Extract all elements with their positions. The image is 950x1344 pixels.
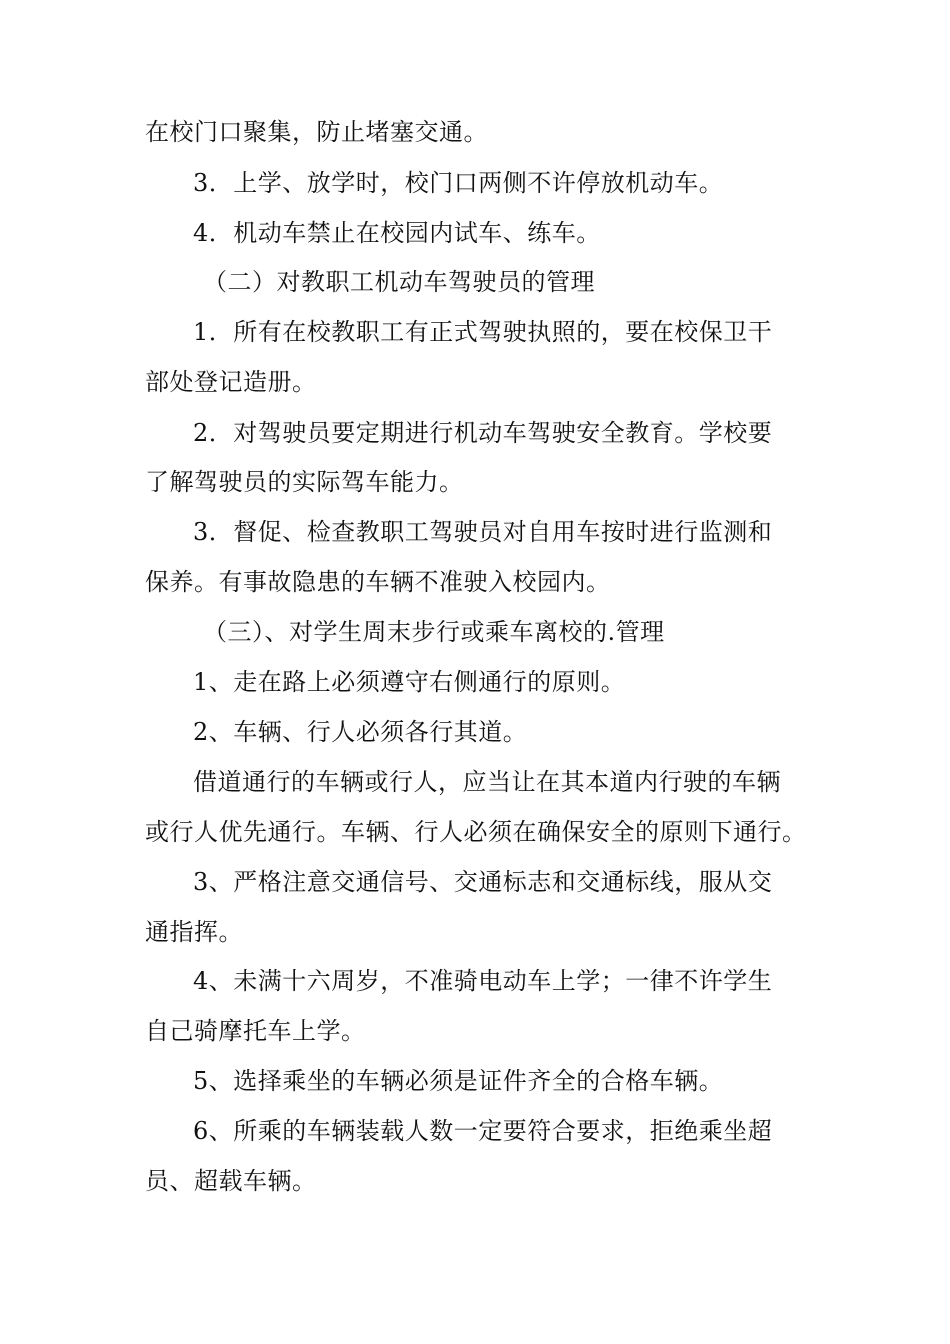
text-line: 部处登记造册。 <box>145 368 317 396</box>
section-heading: （二）对教职工机动车驾驶员的管理 <box>203 268 595 296</box>
list-item: 4、未满十六周岁，不准骑电动车上学；一律不许学生 <box>193 967 773 995</box>
text-line: 员、超载车辆。 <box>145 1167 317 1195</box>
list-item: 4．机动车禁止在校园内试车、练车。 <box>193 219 601 247</box>
list-item: 1、走在路上必须遵守右侧通行的原则。 <box>193 668 626 696</box>
text-line: 保养。有事故隐患的车辆不准驶入校园内。 <box>145 568 611 596</box>
list-item: 3．督促、检查教职工驾驶员对自用车按时进行监测和 <box>193 518 773 546</box>
list-item: 5、选择乘坐的车辆必须是证件齐全的合格车辆。 <box>193 1067 724 1095</box>
list-item: 3．上学、放学时，校门口两侧不许停放机动车。 <box>193 169 724 197</box>
text-line: 自己骑摩托车上学。 <box>145 1017 366 1045</box>
list-item: 6、所乘的车辆装载人数一定要符合要求，拒绝乘坐超 <box>193 1117 773 1145</box>
text-line: 或行人优先通行。车辆、行人必须在确保安全的原则下通行。 <box>145 818 807 846</box>
list-item: 3、严格注意交通信号、交通标志和交通标线，服从交 <box>193 868 773 896</box>
text-line: 通指挥。 <box>145 918 243 946</box>
list-item: 1．所有在校教职工有正式驾驶执照的，要在校保卫干 <box>193 318 773 346</box>
text-line: 了解驾驶员的实际驾车能力。 <box>145 468 464 496</box>
text-line: 在校门口聚集，防止堵塞交通。 <box>145 118 488 146</box>
section-heading: （三）、对学生周末步行或乘车离校的.管理 <box>203 618 665 646</box>
list-item: 2、车辆、行人必须各行其道。 <box>193 718 528 746</box>
list-item: 2．对驾驶员要定期进行机动车驾驶安全教育。学校要 <box>193 419 773 447</box>
paragraph-line: 借道通行的车辆或行人，应当让在其本道内行驶的车辆 <box>193 768 781 796</box>
